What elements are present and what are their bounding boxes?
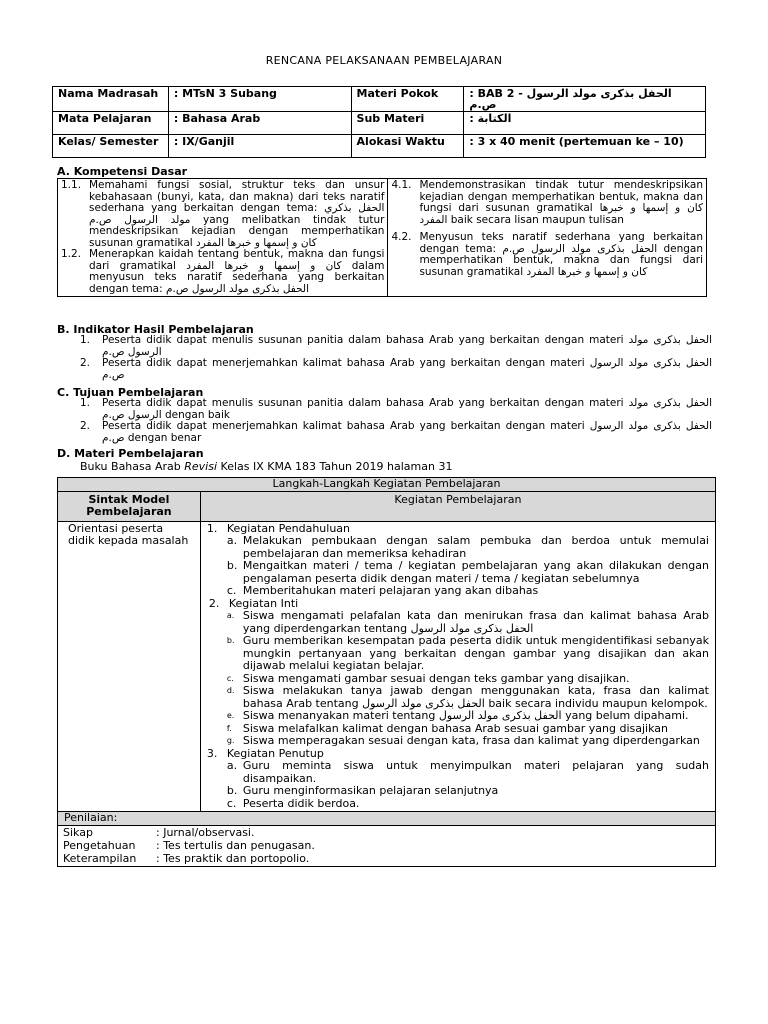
list-letter: c. (226, 584, 237, 597)
list-letter: a. (226, 759, 238, 772)
kd-item (61, 180, 384, 249)
kegiatan-title: Kegiatan Penutup (226, 746, 324, 760)
kd-text: Menyusun teks naratif sederhana yang berkaitan dengan tema: الحفل بذكرى مولد الرسول ص.م dengan memperhatikan bentuk, makna dan fungsi dari susunan gramatikal كان و إسمها و خبرها المفرد (419, 231, 703, 278)
penilaian-value: : Jurnal/observasi. (156, 825, 255, 839)
kompetensi-dasar-table (57, 178, 707, 297)
identity-cell: : الكتابة (464, 112, 706, 135)
identity-cell: Sub Materi (351, 112, 464, 135)
list-item (207, 710, 709, 723)
list-text: Siswa menanyakan materi tentang الحفل بذكرى مولد الرسول yang belum dipahami. (242, 709, 689, 722)
penilaian-label: Sikap (63, 825, 93, 839)
list-text: Guru memberikan kesempatan pada peserta didik untuk mengidentifikasi sebanyak mungkin pertanyaan yang berkaitan dengan gambar yang disajikan dan akan dijawab melalui kegiatan belajar. (242, 634, 709, 672)
list-text: Siswa melakukan tanya jawab dengan menggunakan kata, frasa dan kalimat bahasa Arab tentang الحفل بذكرى مولد الرسول baik secara individu maupun kelompok. (242, 684, 709, 710)
identity-table (52, 86, 706, 158)
materi-text-after: Kelas IX KMA 183 Tahun 2019 halaman 31 (217, 460, 453, 473)
penilaian-label: Keterampilan (63, 851, 137, 865)
list-letter: f. (226, 723, 232, 733)
kd-number: 1.1. (61, 179, 82, 191)
list-letter: b. (226, 559, 238, 572)
kd-item (391, 180, 703, 226)
identity-cell: Nama Madrasah (53, 87, 169, 112)
penilaian-value: : Tes praktik dan portopolio. (156, 851, 310, 865)
identity-cell: : IX/Ganjil (168, 135, 351, 158)
list-text: Siswa mengamati gambar sesuai dengan teks gambar yang disajikan. (242, 671, 630, 685)
kegiatan-cell (200, 521, 715, 812)
identity-cell: Kelas/ Semester (53, 135, 169, 158)
identity-cell: Materi Pokok (351, 87, 464, 112)
list-item (80, 398, 712, 421)
penilaian-cell (58, 825, 716, 866)
list-item (207, 635, 709, 673)
penilaian-table (58, 826, 315, 865)
sintak-cell: Orientasi peserta didik kepada masalah (58, 521, 201, 812)
section-heading-kd: A. Kompetensi Dasar (57, 165, 188, 178)
list-item (207, 585, 709, 598)
kd-item (391, 232, 703, 278)
list-item (207, 685, 709, 710)
list-letter: d. (226, 686, 235, 695)
list-text: Peserta didik dapat menerjemahkan kalimat bahasa Arab yang berkaitan dengan materi الحفل بذكرى مولد الرسول ص.م (102, 357, 712, 381)
list-letter: b. (226, 784, 238, 797)
kd-right-column (388, 179, 707, 297)
list-letter: a. (226, 611, 235, 620)
list-text: Siswa mengamati pelafalan kata dan menirukan frasa dan kalimat bahasa Arab yang diperdengarkan tentang الحفل بذكرى مولد الرسول (242, 609, 709, 635)
identity-cell: : BAB 2 - الحفل بذكرى مولد الرسول ص.م (464, 87, 706, 112)
list-letter: c. (226, 796, 237, 810)
list-item (80, 421, 712, 444)
list-text: Melakukan pembukaan dengan salam pembuka dan berdoa untuk memulai pembelajaran dan memeriksa kehadiran (242, 534, 709, 560)
list-text: Mengaitkan materi / tema / kegiatan pembelajaran yang akan dilakukan dengan pengalaman peserta didik dengan materi / tema / kegiatan sebelumnya (242, 559, 709, 585)
kd-number: 1.2. (61, 248, 82, 260)
list-item (207, 535, 709, 560)
penilaian-heading: Penilaian: (58, 812, 716, 826)
materi-text-before: Buku Bahasa Arab (80, 460, 185, 473)
list-letter: g. (226, 736, 235, 745)
list-item (80, 335, 712, 358)
kegiatan-title: Kegiatan Pendahuluan (226, 521, 350, 535)
kegiatan-number: 3. (206, 746, 218, 760)
identity-row (53, 135, 706, 158)
penilaian-row (58, 826, 315, 839)
list-letter: c. (226, 673, 234, 683)
list-item (207, 785, 709, 798)
section-heading-tujuan: C. Tujuan Pembelajaran (57, 386, 204, 399)
list-text: Siswa melafalkan kalimat dengan bahasa Arab sesuai gambar yang disajikan (242, 721, 668, 735)
list-text: Peserta didik berdoa. (242, 796, 360, 810)
kd-item (61, 249, 384, 295)
list-number: 2. (80, 420, 91, 432)
penilaian-label: Pengetahuan (63, 838, 136, 852)
kd-left-column (58, 179, 388, 297)
list-text: Peserta didik dapat menulis susunan panitia dalam bahasa Arab yang berkaitan dengan materi الحفل بذكرى مولد الرسول ص.م dengan baik (102, 397, 712, 421)
identity-row (53, 87, 706, 112)
list-text: Peserta didik dapat menulis susunan panitia dalam bahasa Arab yang berkaitan dengan materi الحفل بذكرى مولد الرسول ص.م (102, 334, 712, 358)
kd-number: 4.2. (391, 231, 412, 243)
langkah-table (57, 477, 716, 867)
indikator-list (80, 335, 712, 381)
list-number: 1. (80, 397, 91, 409)
list-text: Guru menginformasikan pelajaran selanjutnya (242, 784, 499, 797)
identity-cell: : MTsN 3 Subang (168, 87, 351, 112)
section-heading-materi: D. Materi Pembelajaran (57, 447, 204, 460)
penilaian-value: : Tes tertulis dan penugasan. (156, 838, 315, 852)
list-letter: b. (226, 636, 235, 645)
column-header-kegiatan: Kegiatan Pembelajaran (200, 491, 715, 521)
materi-text-italic: Revisi (184, 460, 218, 473)
list-number: 2. (80, 357, 91, 369)
identity-cell: Mata Pelajaran (53, 112, 169, 135)
list-item (207, 798, 709, 811)
materi-text (80, 460, 452, 473)
list-item (207, 735, 709, 748)
section-heading-indikator: B. Indikator Hasil Pembelajaran (57, 323, 254, 336)
page-title: RENCANA PELAKSANAAN PEMBELAJARAN (265, 54, 503, 67)
kd-number: 4.1. (391, 179, 412, 191)
penilaian-row (58, 852, 315, 865)
list-number: 1. (80, 334, 91, 346)
identity-cell: Alokasi Waktu (351, 135, 464, 158)
tujuan-list (80, 398, 712, 444)
langkah-caption: Langkah-Langkah Kegiatan Pembelajaran (58, 478, 716, 492)
kd-text: Memahami fungsi sosial, struktur teks dan unsur kebahasaan (bunyi, kata, dan makna) dari teks naratif sederhana yang berkaitan dengan tema: الحفل بذكري مولد الرسول ص.م yang melibatkan tindak tutur mendeskripsikan kejadian dengan memperhatikan susunan gramatikal كان و إسمها و خبرها المفرد (89, 179, 385, 249)
list-item (207, 760, 709, 785)
list-item (80, 358, 712, 381)
identity-cell: : 3 x 40 menit (pertemuan ke – 10) (464, 135, 706, 158)
list-text: Siswa memperagakan sesuai dengan kata, frasa dan kalimat yang diperdengarkan (242, 734, 700, 747)
list-item (207, 560, 709, 585)
list-text: Memberitahukan materi pelajaran yang akan dibahas (242, 584, 539, 597)
identity-row (53, 112, 706, 135)
list-text: Guru meminta siswa untuk menyimpulkan materi pelajaran yang sudah disampaikan. (242, 759, 709, 785)
kegiatan-number: 2. (208, 596, 220, 610)
kegiatan-title: Kegiatan Inti (228, 596, 299, 610)
list-letter: e. (226, 711, 235, 720)
kd-text: Mendemonstrasikan tindak tutur mendeskripsikan kejadian dengan memperhatikan bentuk, makna dan fungsi dari susunan gramatikal كان و إسمها و خبرها المفرد baik secara lisan maupun tulisan (419, 179, 703, 226)
kd-text: Menerapkan kaidah tentang bentuk, makna dan fungsi dari gramatikal كان و إسمها و خبرها المفرد dalam menyusun teks naratif sederhana yang berkaitan dengan tema: الحفل بذكرى مولد الرسول ص.م (89, 248, 385, 295)
list-text: Peserta didik dapat menerjemahkan kalimat bahasa Arab yang berkaitan dengan materi الحفل بذكرى مولد الرسول ص.م dengan benar (102, 420, 712, 444)
column-header-sintak: Sintak Model Pembelajaran (58, 491, 201, 521)
list-letter: a. (226, 534, 238, 547)
list-item (207, 610, 709, 635)
kegiatan-number: 1. (206, 521, 218, 535)
penilaian-row (58, 839, 315, 852)
identity-cell: : Bahasa Arab (168, 112, 351, 135)
